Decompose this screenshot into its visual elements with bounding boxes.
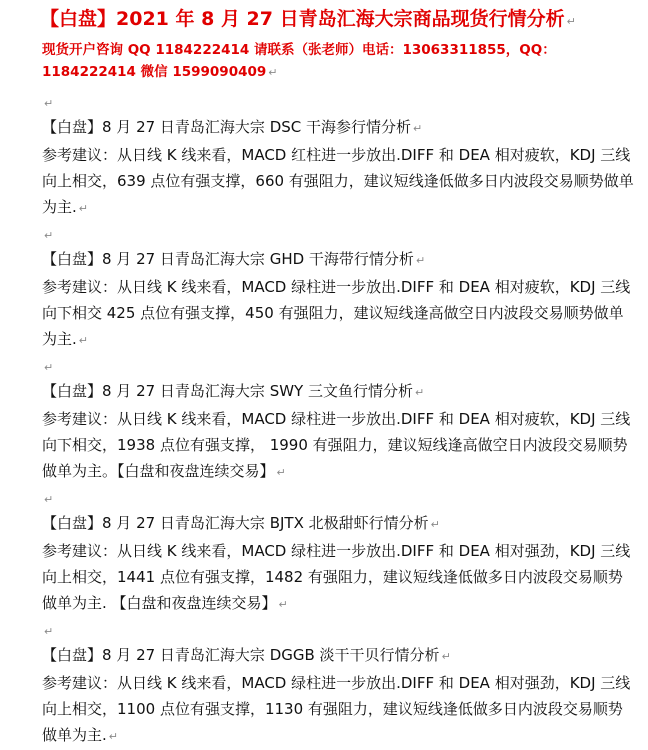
- empty-paragraph: [42, 486, 634, 510]
- section-title: 【白盘】8 月 27 日青岛汇海大宗 DGGB 淡干干贝行情分析 ↵: [42, 646, 451, 664]
- paragraph-mark-icon: ↵: [415, 254, 426, 267]
- empty-paragraph: [42, 618, 634, 642]
- empty-paragraph: [42, 90, 634, 114]
- paragraph-mark-icon: ↵: [44, 97, 54, 110]
- paragraph-mark-icon: ↵: [44, 493, 54, 506]
- analysis-section-swy: [42, 378, 634, 486]
- section-body: 参考建议：从日线 K 线来看，MACD 绿柱进一步放出.DIFF 和 DEA 相对疲软，KDJ 三线向下相交，1938 点位有强支撑， 1990 有强阻力，建议短线逢高做空日内波段交易顺势做单为主。【白盘和夜盘连续交易】 ↵: [42, 410, 631, 480]
- paragraph-mark-icon: ↵: [430, 518, 440, 531]
- analysis-section-ghd: [42, 246, 634, 354]
- paragraph-mark-icon: ↵: [44, 229, 54, 242]
- section-title: 【白盘】8 月 27 日青岛汇海大宗 GHD 干海带行情分析 ↵: [42, 250, 426, 268]
- empty-paragraph: [42, 354, 634, 378]
- section-body: 参考建议：从日线 K 线来看，MACD 红柱进一步放出.DIFF 和 DEA 相对疲软，KDJ 三线向上相交，639 点位有强支撑，660 有强阻力，建议短线逢低做多日内波段交易顺势做单为主. ↵: [42, 146, 634, 216]
- section-body: 参考建议：从日线 K 线来看，MACD 绿柱进一步放出.DIFF 和 DEA 相对强劲，KDJ 三线向上相交，1441 点位有强支撑，1482 有强阻力，建议短线逢低做多日内波段交易顺势做单为主. 【白盘和夜盘连续交易】 ↵: [42, 542, 631, 612]
- paragraph-mark-icon: ↵: [415, 386, 425, 399]
- paragraph-mark-icon: ↵: [78, 202, 88, 215]
- empty-paragraph: [42, 222, 634, 246]
- analysis-section-dggb: [42, 642, 634, 750]
- analysis-section-bjtx: [42, 510, 634, 618]
- paragraph-mark-icon: ↵: [78, 334, 88, 347]
- paragraph-mark-icon: ↵: [413, 122, 423, 135]
- analysis-section-dsc: [42, 114, 634, 222]
- paragraph-mark-icon: ↵: [44, 625, 54, 638]
- paragraph-mark-icon: ↵: [278, 598, 288, 611]
- section-title: 【白盘】8 月 27 日青岛汇海大宗 DSC 干海参行情分析 ↵: [42, 118, 423, 136]
- paragraph-mark-icon: ↵: [44, 361, 54, 374]
- paragraph-mark-icon: ↵: [441, 650, 451, 663]
- paragraph-mark-icon: ↵: [268, 66, 278, 79]
- section-body: 参考建议：从日线 K 线来看，MACD 绿柱进一步放出.DIFF 和 DEA 相对强劲，KDJ 三线向上相交，1100 点位有强支撑，1130 有强阻力，建议短线逢低做多日内波段交易顺势做单为主. ↵: [42, 674, 631, 744]
- contact-info: 现货开户咨询 QQ 1184222414 请联系（张老师）电话：13063311855，QQ：1184222414 微信 1599090409 ↵: [42, 42, 556, 80]
- paragraph-mark-icon: ↵: [566, 15, 576, 28]
- page-title: 【白盘】2021 年 8 月 27 日青岛汇海大宗商品现货行情分析 ↵: [40, 8, 576, 30]
- section-title: 【白盘】8 月 27 日青岛汇海大宗 SWY 三文鱼行情分析 ↵: [42, 382, 425, 400]
- section-title: 【白盘】8 月 27 日青岛汇海大宗 BJTX 北极甜虾行情分析 ↵: [42, 514, 440, 532]
- paragraph-mark-icon: ↵: [276, 466, 286, 479]
- section-body: 参考建议：从日线 K 线来看，MACD 绿柱进一步放出.DIFF 和 DEA 相对疲软，KDJ 三线向下相交 425 点位有强支撑，450 有强阻力，建议短线逢高做空日内波段交易顺势做单为主. ↵: [42, 278, 631, 348]
- paragraph-mark-icon: ↵: [108, 730, 118, 743]
